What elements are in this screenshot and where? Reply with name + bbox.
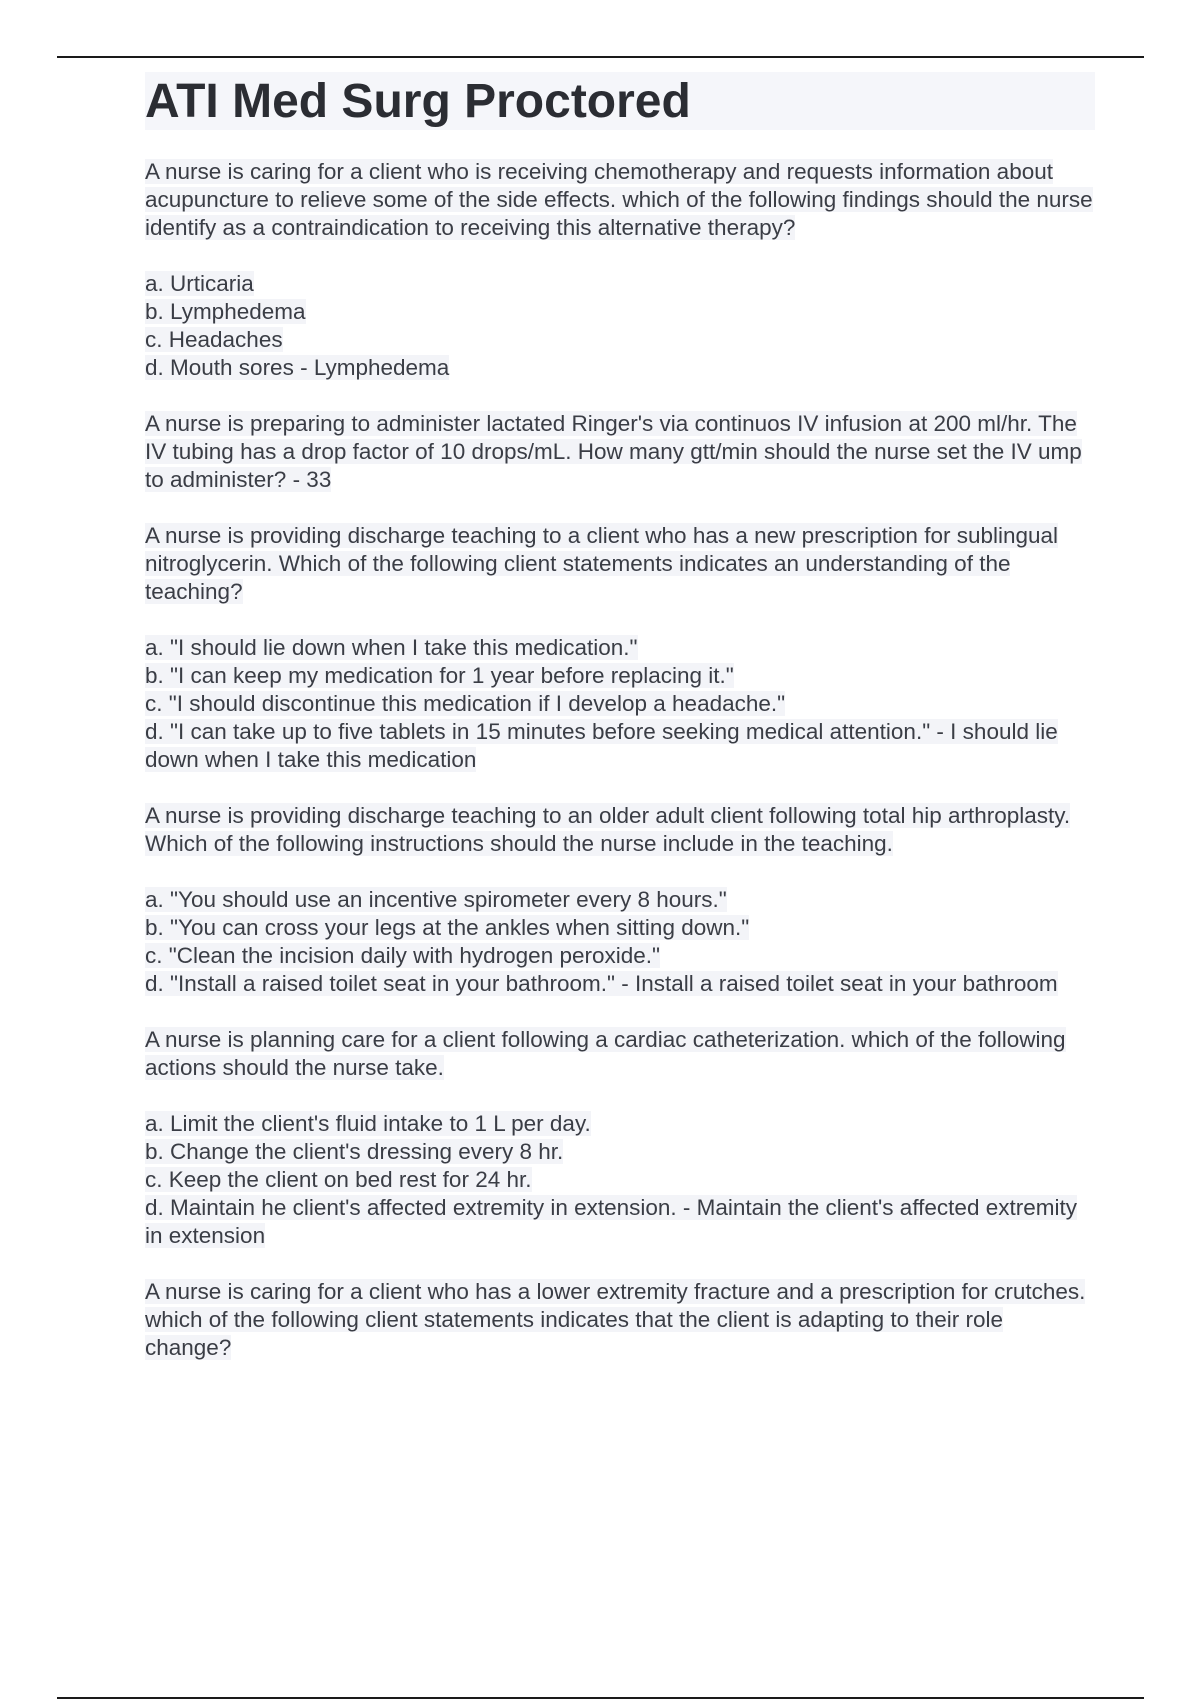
option-b: b. Lymphedema [145, 299, 306, 324]
option-a: a. Urticaria [145, 271, 254, 296]
bottom-rule [57, 1697, 1144, 1699]
question-4 [145, 802, 1095, 998]
option-c: c. "I should discontinue this medication if I develop a headache." [145, 691, 786, 716]
question-1-options [145, 270, 1095, 382]
question-6 [145, 1278, 1095, 1362]
option-d-answer: d. "Install a raised toilet seat in your bathroom." - Install a raised toilet seat in your bathroom [145, 971, 1058, 996]
option-b: b. Change the client's dressing every 8 hr. [145, 1139, 564, 1164]
option-c: c. Headaches [145, 327, 283, 352]
option-a: a. "I should lie down when I take this medication." [145, 635, 638, 660]
document-page [145, 72, 1095, 1362]
document-title: ATI Med Surg Proctored [145, 72, 1095, 130]
question-1 [145, 158, 1095, 382]
question-5-options [145, 1110, 1095, 1250]
option-c: c. Keep the client on bed rest for 24 hr. [145, 1167, 532, 1192]
question-1-text: A nurse is caring for a client who is receiving chemotherapy and requests information about acupuncture to relieve some of the side effects. which of the following findings should the nurse identify as a contraindication to receiving this alternative therapy? [145, 159, 1093, 240]
option-a: a. "You should use an incentive spirometer every 8 hours." [145, 887, 727, 912]
question-2 [145, 410, 1095, 494]
option-a: a. Limit the client's fluid intake to 1 L per day. [145, 1111, 591, 1136]
question-2-text: A nurse is preparing to administer lactated Ringer's via continuos IV infusion at 200 ml/hr. The IV tubing has a drop factor of 10 drops/mL. How many gtt/min should the nurse set the IV ump to administer? - 33 [145, 411, 1082, 492]
question-3-text: A nurse is providing discharge teaching to a client who has a new prescription for sublingual nitroglycerin. Which of the following client statements indicates an understanding of the teaching? [145, 523, 1059, 604]
question-5-text: A nurse is planning care for a client following a cardiac catheterization. which of the following actions should the nurse take. [145, 1027, 1066, 1080]
question-5 [145, 1026, 1095, 1250]
option-b: b. "You can cross your legs at the ankles when sitting down." [145, 915, 750, 940]
option-d-answer: d. Maintain he client's affected extremity in extension. - Maintain the client's affected extremity in extension [145, 1195, 1077, 1248]
option-c: c. "Clean the incision daily with hydrogen peroxide." [145, 943, 661, 968]
question-3 [145, 522, 1095, 774]
top-rule [57, 56, 1144, 58]
option-b: b. "I can keep my medication for 1 year before replacing it." [145, 663, 734, 688]
question-4-options [145, 886, 1095, 998]
question-4-text: A nurse is providing discharge teaching to an older adult client following total hip arthroplasty. Which of the following instructions should the nurse include in the teaching. [145, 803, 1071, 856]
question-3-options [145, 634, 1095, 774]
option-d-answer: d. "I can take up to five tablets in 15 minutes before seeking medical attention." - I should lie down when I take this medication [145, 719, 1058, 772]
option-d-answer: d. Mouth sores - Lymphedema [145, 355, 450, 380]
question-6-text: A nurse is caring for a client who has a lower extremity fracture and a prescription for crutches. which of the following client statements indicates that the client is adapting to their role change? [145, 1279, 1086, 1360]
